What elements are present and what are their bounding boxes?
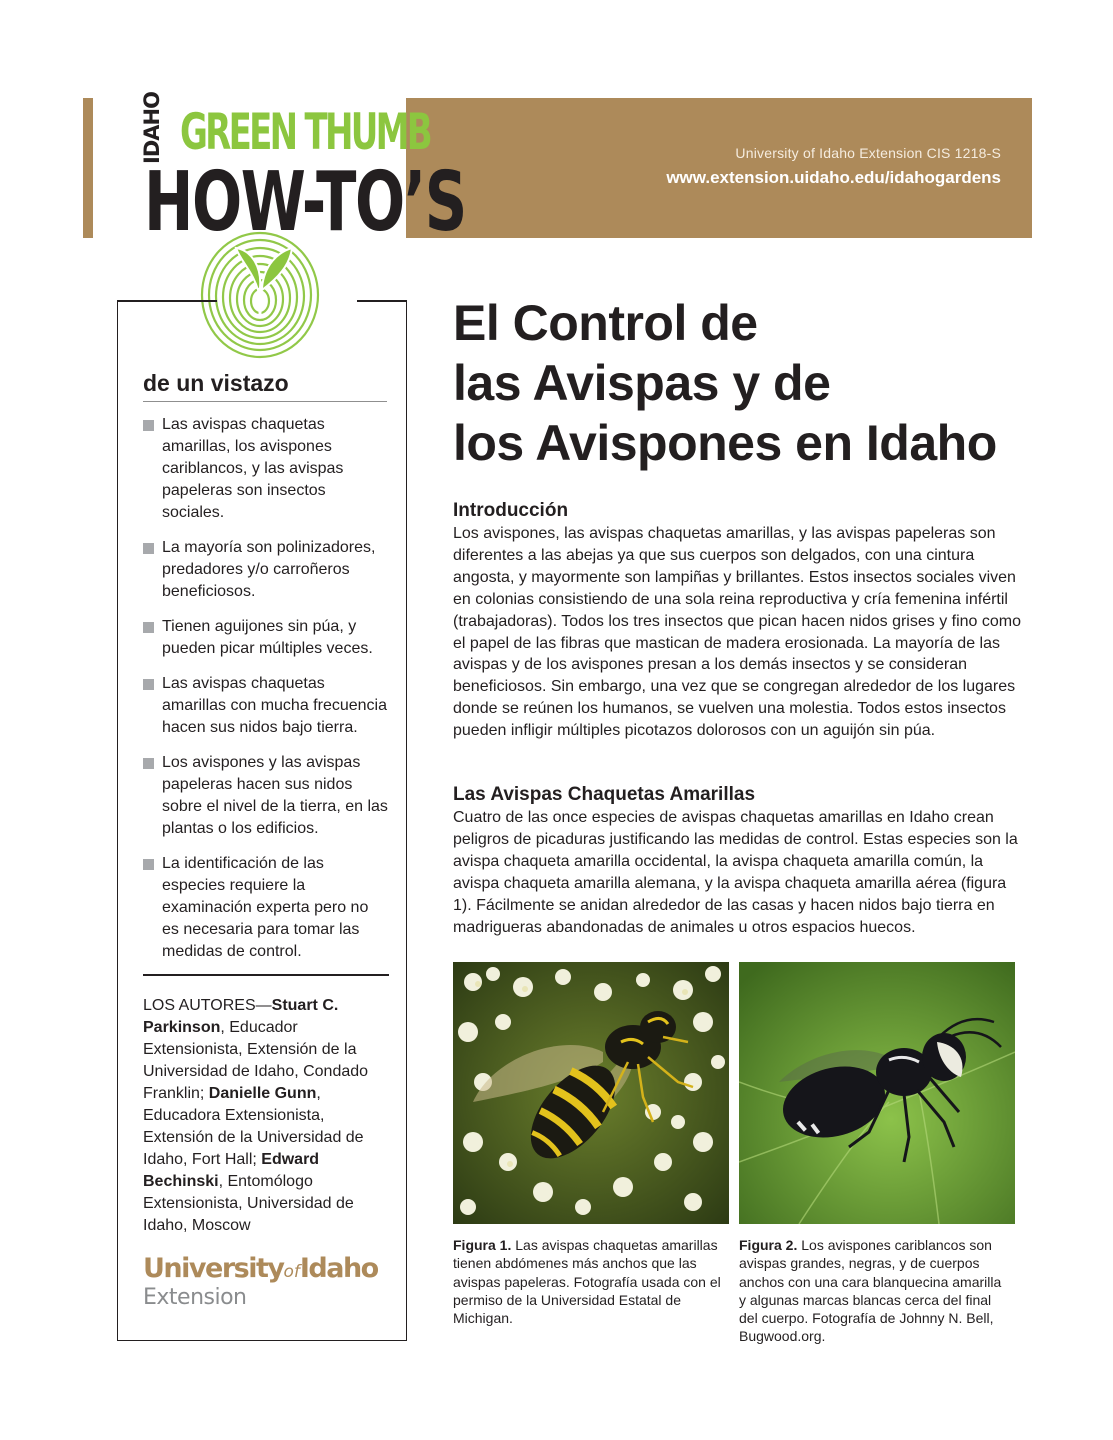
bullet-square-icon (143, 859, 154, 870)
bullet-square-icon (143, 758, 154, 769)
intro-heading: Introducción (453, 500, 569, 521)
bullet-square-icon (143, 420, 154, 431)
figure-2-caption: Figura 2. Los avispones cariblancos son avispas grandes, negras, y de cuerpos anchos con una cara blanquecina amarilla y algunas marcas blancas cerca del final del cuerpo. Fotografía de Johnny N. Bell, Bugwood.org. (739, 1237, 1002, 1345)
logo-how-tos-text: HOW-TO’S (144, 155, 466, 250)
yellowjackets-paragraph: Cuatro de las once especies de avispas chaquetas amarillas en Idaho crean peligros de picaduras justificando las medidas de control. Estas especies son la avispa chaqueta amarilla occidental, la avispa chaqueta amarilla común, la avispa chaqueta amarilla alemana, y la avispa chaqueta amarilla aérea (figura 1). Fácilmente se anidan alrededor de las casas y hacen nidos bajo tierra en madrigueras abandonadas de animales u otros espacios huecos. (453, 809, 1018, 936)
glance-item: La identificación de las especies requiere la examinación experta pero no es necesaria para tomar las medidas de control. (143, 853, 389, 963)
sidebar-top-rule-left (117, 300, 217, 302)
extension-url-link[interactable]: www.extension.uidaho.edu/idahogardens (666, 168, 1001, 187)
glance-item: La mayoría son polinizadores, predadores y/o carroñeros beneficiosos. (143, 537, 389, 603)
glance-heading: de un vistazo (143, 370, 289, 396)
university-of-idaho-logo: UniversityofIdaho Extension (143, 1253, 378, 1310)
sidebar-divider (143, 974, 389, 976)
authors-block: LOS AUTORES—Stuart C. Parkinson, Educador Extensionista, Extensión de la Universidad de Idaho, Condado Franklin; Danielle Gunn, Educadora Extensionista, Extensión de la Universidad de Idaho, Fort Hall; Edward Bechinski, Entomólogo Extensionista, Universidad de Idaho, Moscow (143, 997, 369, 1234)
publication-number: University of Idaho Extension CIS 1218-S (735, 145, 1001, 161)
yellowjackets-heading: Las Avispas Chaquetas Amarillas (453, 784, 756, 805)
glance-item: Tienen aguijones sin púa, y pueden picar múltiples veces. (143, 616, 389, 660)
logo-green-thumb-text: GREEN THUMB (180, 103, 430, 161)
bullet-square-icon (143, 679, 154, 690)
yellowjacket-photo (453, 962, 729, 1224)
glance-item: Los avispones y las avispas papeleras hacen sus nidos sobre el nivel de la tierra, en las plantas o los edificios. (143, 752, 389, 840)
glance-item: Las avispas chaquetas amarillas, los avispones cariblancos, y las avispas papeleras son insectos sociales. (143, 414, 389, 524)
glance-item: Las avispas chaquetas amarillas con mucha frecuencia hacen sus nidos bajo tierra. (143, 673, 389, 739)
bullet-square-icon (143, 543, 154, 554)
glance-list (143, 414, 389, 976)
glance-divider (143, 401, 387, 402)
header-accent-bar (83, 98, 93, 238)
page-title: El Control de las Avispas y de los Avispones en Idaho (453, 295, 997, 471)
figure-1-caption: Figura 1. Las avispas chaquetas amarillas tienen abdómenes más anchos que las avispas papeleras. Fotografía usada con el permiso de la Universidad Estatal de Michigan. (453, 1237, 721, 1327)
logo-idaho-text: IDAHO (140, 92, 164, 164)
sidebar-top-rule-right (357, 300, 406, 302)
bullet-square-icon (143, 622, 154, 633)
intro-paragraph: Los avispones, las avispas chaquetas amarillas, y las avispas papeleras son diferentes a las abejas ya que sus cuerpos son delgados, con una cintura angosta, y mayormente son lampiñas y brillantes. Estos insectos sociales viven en colonias consistiendo de una sola reina reproductiva y cría femenina infértil (trabajadoras). Todos los tres insectos que pican hacen nidos grises y fino como el papel de las fibras que mastican de madera erosionada. La mayoría de las avispas y de los avispones presan a los demás insectos y se consideran beneficiosos. Sin embargo, una vez que se congregan alrededor de los lugares donde se reúnen los humanos, se vuelven una molestia. Todos estos insectos pueden infligir múltiples picotazos dolorosos con un aguijón sin púa. (453, 525, 1022, 740)
bald-faced-hornet-photo (739, 962, 1015, 1224)
